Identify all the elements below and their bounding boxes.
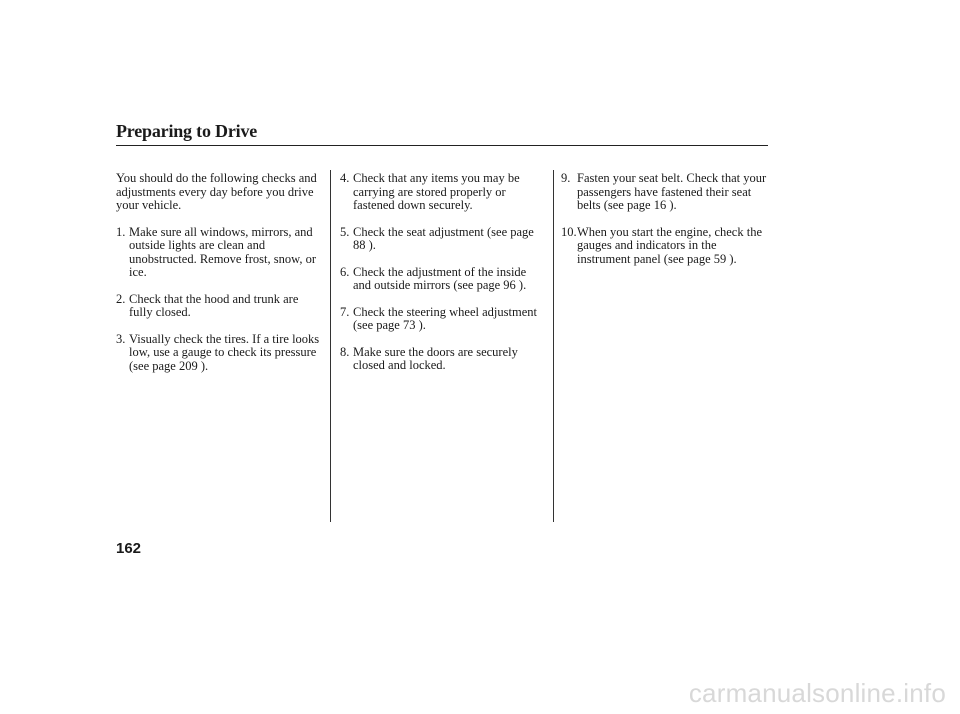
item-text: Make sure the doors are securely closed and locked. bbox=[353, 344, 518, 372]
page-title: Preparing to Drive bbox=[116, 121, 258, 141]
item-text: Check the adjustment of the inside and outside mirrors (see page 96 ). bbox=[353, 264, 527, 292]
checklist-item-4 bbox=[340, 172, 542, 213]
checklist-item-9 bbox=[561, 172, 767, 213]
checklist-item-7 bbox=[340, 306, 542, 333]
checklist-item-10 bbox=[561, 226, 767, 267]
column-2 bbox=[340, 172, 542, 386]
item-text: Visually check the tires. If a tire looks low, use a gauge to check its pressure (see page 209 ). bbox=[129, 331, 320, 373]
item-number: 2. bbox=[116, 291, 126, 306]
item-number: 3. bbox=[116, 331, 126, 346]
item-number: 5. bbox=[340, 224, 350, 239]
item-text: Check that the hood and trunk are fully closed. bbox=[129, 291, 299, 319]
item-number: 6. bbox=[340, 264, 350, 279]
item-text: Fasten your seat belt. Check that your passengers have fastened their seat belts (see page 16 ). bbox=[577, 171, 767, 212]
item-number: 4. bbox=[340, 171, 350, 185]
item-number: 8. bbox=[340, 344, 350, 359]
column-1 bbox=[116, 172, 324, 386]
watermark-text: carmanualsonline.info bbox=[688, 678, 946, 708]
checklist-item-8 bbox=[340, 346, 542, 373]
column-divider-2 bbox=[553, 170, 554, 522]
column-divider-1 bbox=[330, 170, 331, 522]
column-3 bbox=[561, 172, 767, 279]
item-number: 9. bbox=[561, 171, 571, 185]
item-text: Check the steering wheel adjustment (see page 73 ). bbox=[353, 304, 537, 332]
title-divider bbox=[116, 145, 768, 146]
item-text: Check the seat adjustment (see page 88 ). bbox=[353, 224, 534, 252]
item-text: Make sure all windows, mirrors, and outside lights are clean and unobstructed. Remove frost, snow, or ice. bbox=[129, 224, 317, 279]
item-number: 1. bbox=[116, 224, 126, 239]
checklist-item-3 bbox=[116, 333, 324, 374]
checklist-item-6 bbox=[340, 266, 542, 293]
item-text: When you start the engine, check the gauges and indicators in the instrument panel (see page 59 ). bbox=[577, 224, 762, 266]
item-number: 7. bbox=[340, 304, 350, 319]
item-text: Check that any items you may be carrying are stored properly or fastened down securely. bbox=[353, 171, 520, 212]
page-number: 162 bbox=[116, 540, 142, 557]
checklist-item-2 bbox=[116, 293, 324, 320]
checklist-item-1 bbox=[116, 226, 324, 280]
intro-paragraph: You should do the following checks and adjustments every day before you drive your vehicle. bbox=[116, 171, 317, 212]
item-number: 10. bbox=[561, 224, 577, 239]
checklist-item-5 bbox=[340, 226, 542, 253]
